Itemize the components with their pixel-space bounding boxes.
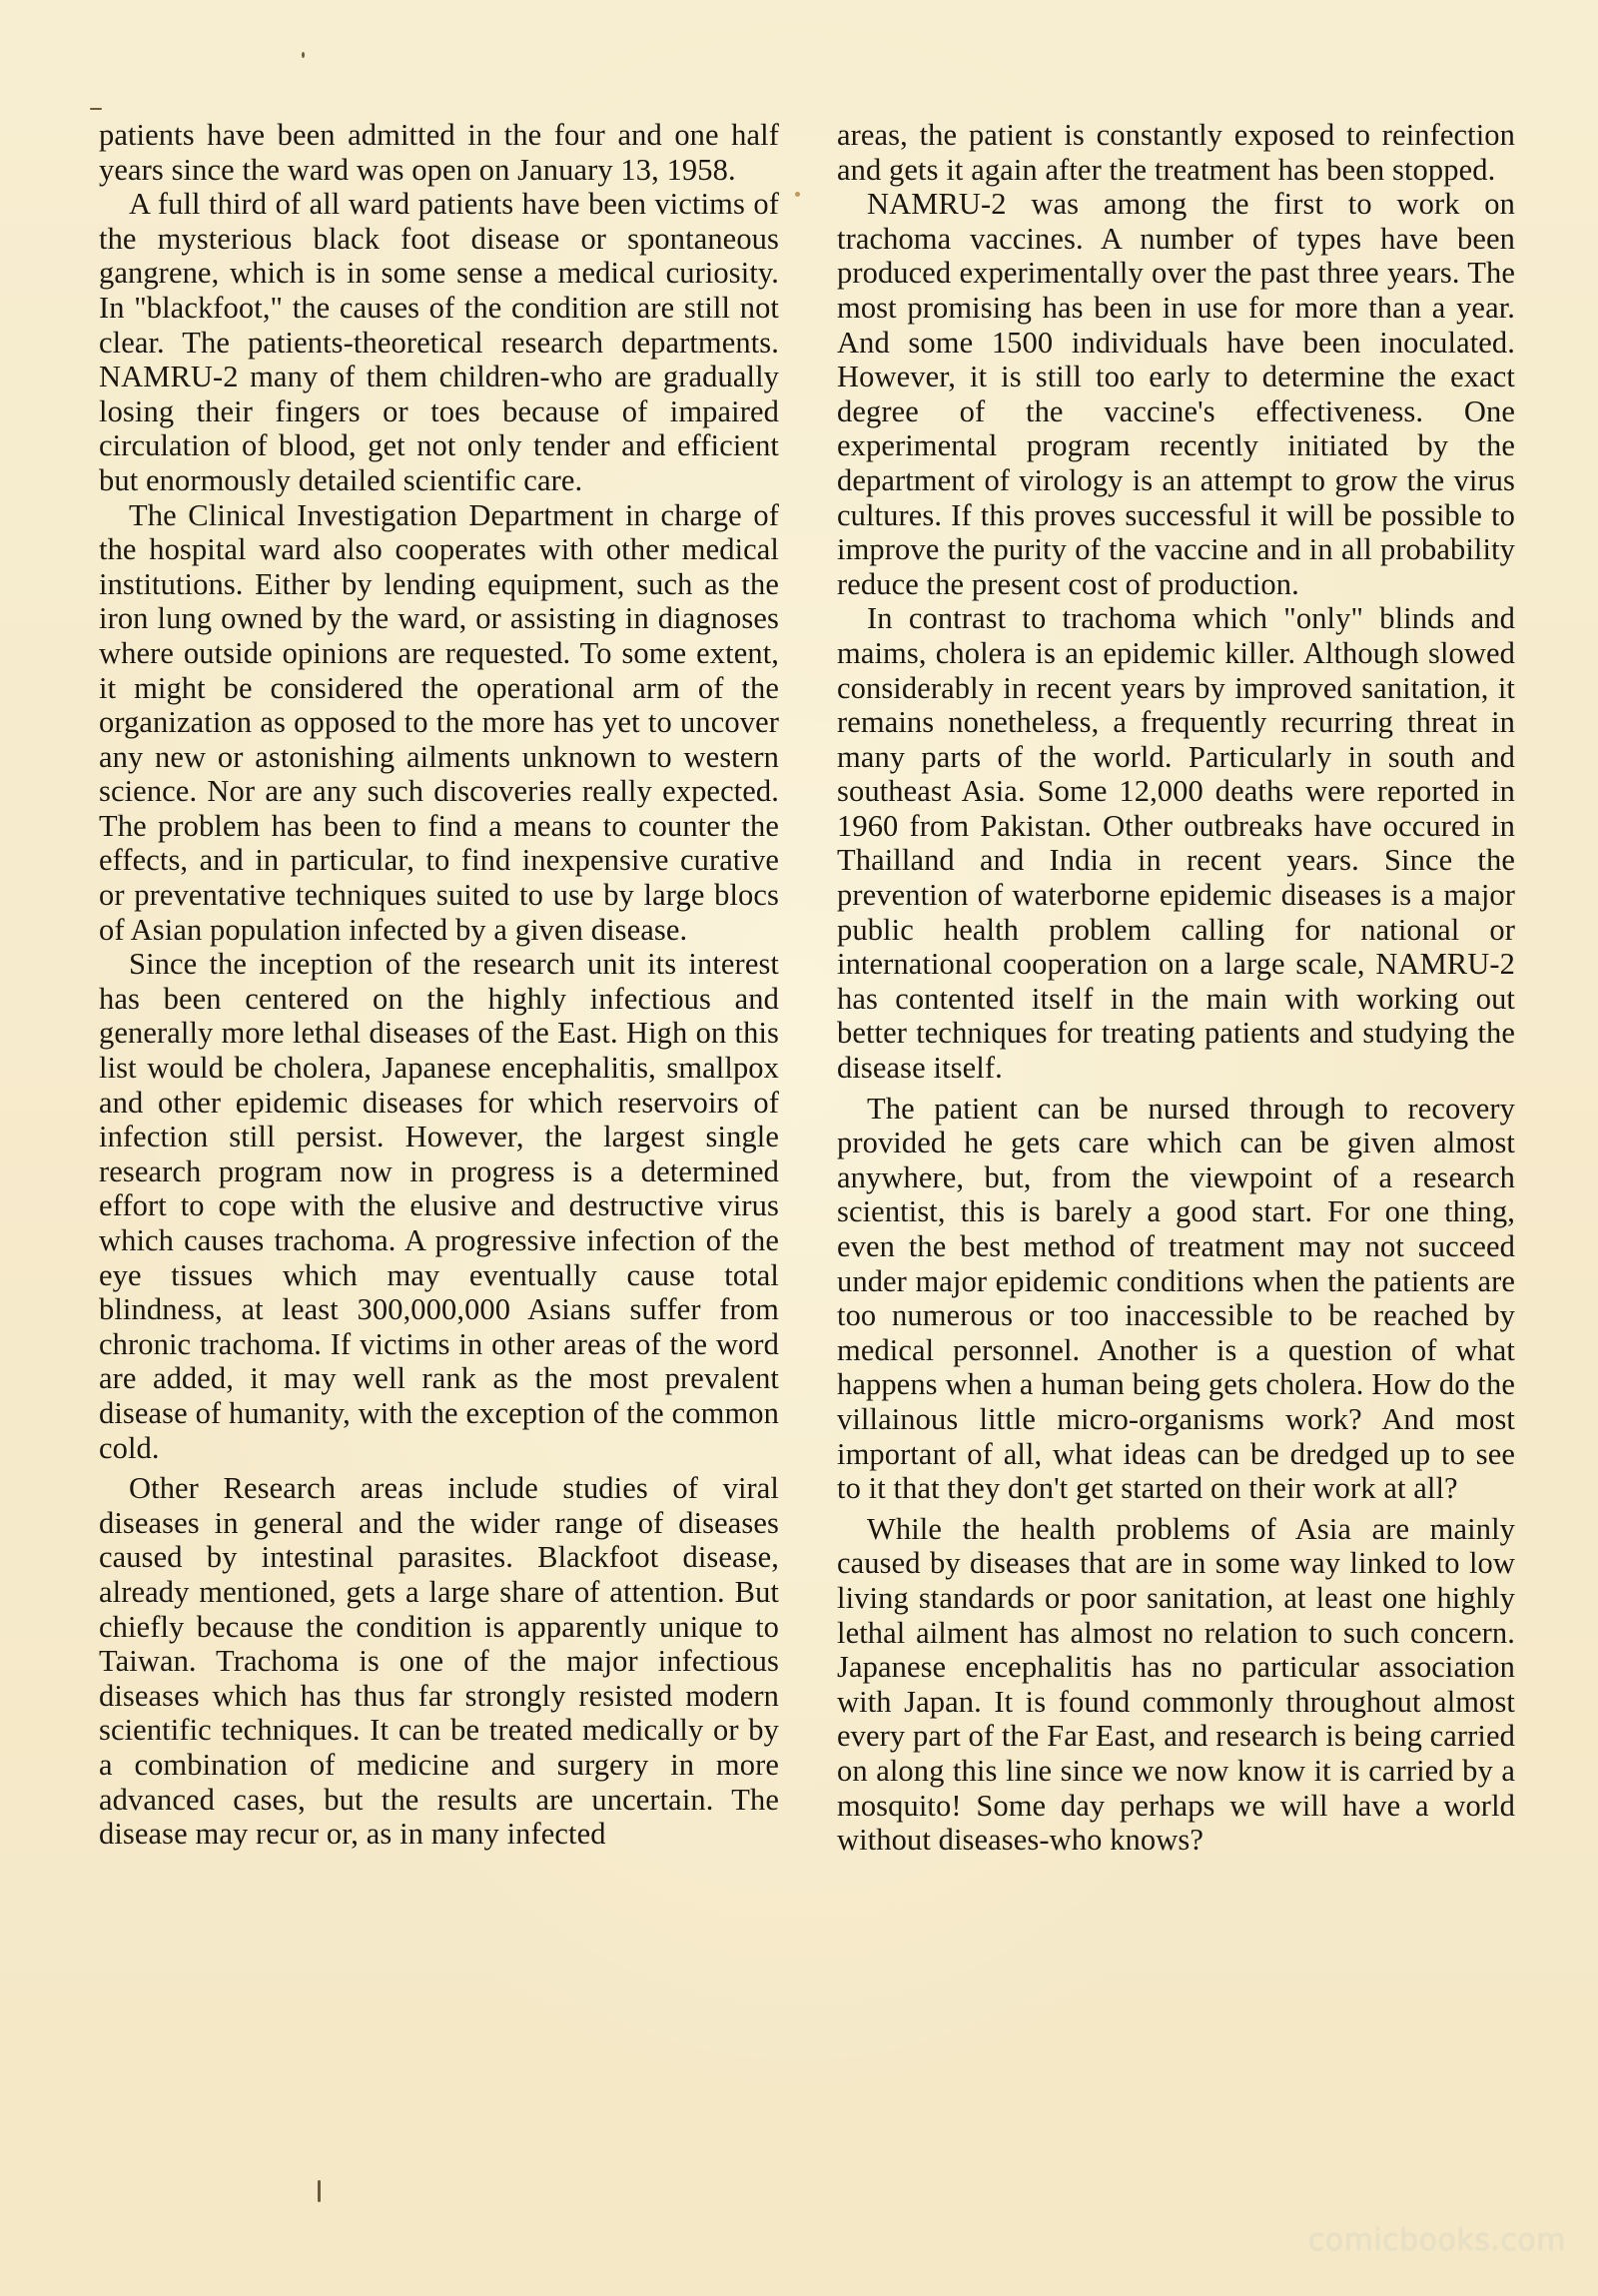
print-speck <box>795 192 800 197</box>
paragraph: Since the inception of the research unit its interest has been centered on the highly infectious and generally more lethal diseases of the East. High on this list would be cholera, Japanese encephalitis, smallpox and other epidemic diseases for which reservoirs of infection still persist. However, the largest single research program now in progress is a determined effort to cope with the elusive and destructive virus which causes trachoma. A progressive infection of the eye tissues which may eventually cause total blindness, at least 300,000,000 Asians suffer from chronic trachoma. If victims in other areas of the word are added, it may well rank as the most prevalent disease of humanity, with the exception of the common cold. <box>99 947 779 1465</box>
paragraph: The patient can be nursed through to recovery provided he gets care which can be given almost anywhere, but, from the viewpoint of a research scientist, this is barely a good start. For one thing, even the best method of treatment may not succeed under major epidemic conditions when the patients are too numerous or too inaccessible to be reached by medical personnel. Another is a question of what happens when a human being gets cholera. How do the villainous little micro-organisms work? And most important of all, what ideas can be dredged up to see to it that they don't get started on their work at all? <box>837 1091 1515 1506</box>
paragraph: A full third of all ward patients have been victims of the mysterious black foot disease or spontaneous gangrene, which is in some sense a medical curiosity. In "blackfoot," the causes of the condition are still not clear. The patients-theoretical research departments. NAMRU-2 many of them children-who are gradually losing their fingers or toes because of impaired circulation of blood, get not only tender and efficient but enormously detailed scientific care. <box>99 187 779 497</box>
paragraph: The Clinical Investigation Department in charge of the hospital ward also cooperates with other medical institutions. Either by lending equipment, such as the iron lung owned by the ward, or assisting in diagnoses where outside opinions are requested. To some extent, it might be considered the operational arm of the organization as opposed to the more has yet to uncover any new or astonishing ailments unknown to western science. Nor are any such discoveries really expected. The problem has been to find a means to counter the effects, and in particular, to find inexpensive curative or preventative techniques suited to use by large blocs of Asian population infected by a given disease. <box>99 497 779 947</box>
print-speck <box>90 108 102 110</box>
paragraph: patients have been admitted in the four and one half years since the ward was open on January 13, 1958. <box>99 118 779 187</box>
paragraph: Other Research areas include studies of viral diseases in general and the wider range of diseases caused by intestinal parasites. Blackfoot disease, already mentioned, gets a large share of attention. But chiefly because the condition is apparently unique to Taiwan. Trachoma is one of the major infectious diseases which has thus far strongly resisted modern scientific techniques. It can be treated medically or by a combination of medicine and surgery in more advanced cases, but the results are uncertain. The disease may recur or, as in many infected <box>99 1471 779 1852</box>
print-speck <box>318 2180 321 2202</box>
print-speck <box>302 52 305 58</box>
paragraph: NAMRU-2 was among the first to work on trachoma vaccines. A number of types have been produced experimentally over the past three years. The most promising has been in use for more than a year. And some 1500 individuals have been inoculated. However, it is still too early to determine the exact degree of the vaccine's effectiveness. One experimental program recently initiated by the department of virology is an attempt to grow the virus cultures. If this proves successful it will be possible to improve the purity of the vaccine and in all probability reduce the present cost of production. <box>837 187 1515 601</box>
paragraph: In contrast to trachoma which "only" blinds and maims, cholera is an epidemic killer. Although slowed considerably in recent years by improved sanitation, it remains nonetheless, a frequently recurring threat in many parts of the world. Particularly in south and southeast Asia. Some 12,000 deaths were reported in 1960 from Pakistan. Other outbreaks have occured in Thailland and India in recent years. Since the prevention of waterborne epidemic diseases is a major public health problem calling for national or international cooperation on a large scale, NAMRU-2 has contented itself in the main with working out better techniques for treating patients and studying the disease itself. <box>837 601 1515 1086</box>
left-column <box>99 118 779 1852</box>
paragraph: While the health problems of Asia are mainly caused by diseases that are in some way linked to low living standards or poor sanitation, at least one highly lethal ailment has almost no relation to such concern. Japanese encephalitis has no particular association with Japan. It is found commonly throughout almost every part of the Far East, and research is being carried on along this line since we now know it is carried by a mosquito! Some day perhaps we will have a world without diseases-who knows? <box>837 1511 1515 1858</box>
paragraph: areas, the patient is constantly exposed to reinfection and gets it again after the treatment has been stopped. <box>837 118 1515 187</box>
watermark-text: comicbooks.com <box>1307 2223 1566 2258</box>
right-column <box>837 118 1515 1858</box>
